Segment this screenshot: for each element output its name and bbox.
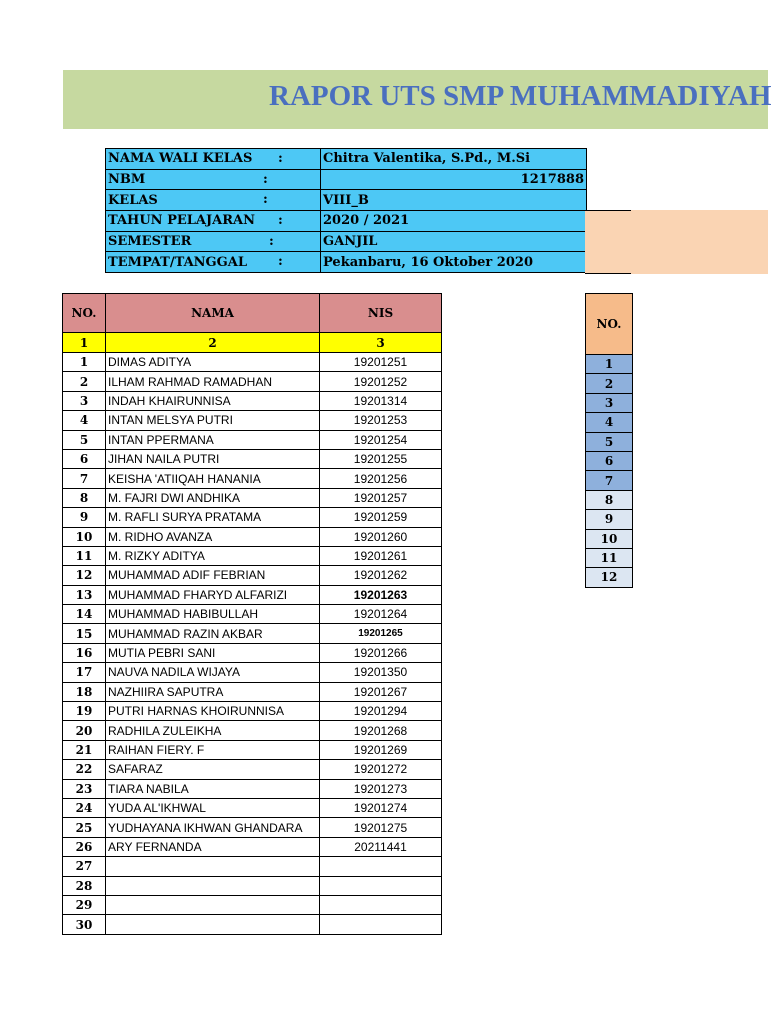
student-name: KEISHA 'ATIIQAH HANANIA — [106, 469, 320, 488]
row-number: 14 — [63, 605, 106, 624]
orange-border-top — [585, 210, 631, 211]
info-table — [105, 148, 587, 273]
table-row — [63, 721, 442, 740]
info-row — [106, 149, 587, 170]
row-number: 25 — [63, 818, 106, 837]
row-number: 11 — [63, 546, 106, 565]
student-nis: 19201255 — [320, 449, 442, 468]
row-number: 16 — [63, 643, 106, 662]
student-name: MUHAMMAD FHARYD ALFARIZI — [106, 585, 320, 604]
row-number: 28 — [63, 876, 106, 895]
table-row — [63, 488, 442, 507]
student-name: MUHAMMAD HABIBULLAH — [106, 605, 320, 624]
row-number: 21 — [63, 740, 106, 759]
table-row — [63, 837, 442, 856]
table-row — [63, 566, 442, 585]
student-nis: 20211441 — [320, 837, 442, 856]
info-value: Pekanbaru, 16 Oktober 2020 — [321, 252, 587, 273]
info-value: GANJIL — [321, 231, 587, 252]
side-row-number: 6 — [586, 451, 633, 470]
table-row — [63, 643, 442, 662]
row-number: 10 — [63, 527, 106, 546]
row-number: 12 — [63, 566, 106, 585]
header-no: NO. — [63, 294, 106, 333]
row-number: 20 — [63, 721, 106, 740]
side-row — [586, 490, 633, 509]
info-label-cell — [106, 211, 321, 232]
row-number: 30 — [63, 915, 106, 934]
info-label: SEMESTER — [108, 234, 192, 250]
student-nis: 19201269 — [320, 740, 442, 759]
student-nis: 19201262 — [320, 566, 442, 585]
row-number: 7 — [63, 469, 106, 488]
side-row — [586, 529, 633, 548]
table-row — [63, 411, 442, 430]
student-name: DIMAS ADITYA — [106, 353, 320, 372]
info-row — [106, 231, 587, 252]
info-label: NAMA WALI KELAS — [108, 151, 253, 167]
table-row — [63, 876, 442, 895]
row-number: 29 — [63, 895, 106, 914]
student-nis: 19201273 — [320, 779, 442, 798]
student-nis: 19201252 — [320, 372, 442, 391]
row-number: 1 — [63, 353, 106, 372]
info-row — [106, 211, 587, 232]
table-row — [63, 682, 442, 701]
row-number: 26 — [63, 837, 106, 856]
table-row — [63, 702, 442, 721]
info-value: Chitra Valentika, S.Pd., M.Si — [321, 149, 587, 170]
subheader-nama: 2 — [106, 333, 320, 353]
student-nis: 19201256 — [320, 469, 442, 488]
row-number: 4 — [63, 411, 106, 430]
table-row — [63, 508, 442, 527]
student-name: INTAN PPERMANA — [106, 430, 320, 449]
student-nis: 19201259 — [320, 508, 442, 527]
student-name — [106, 915, 320, 934]
report-title: RAPOR UTS SMP MUHAMMADIYAH — [269, 80, 771, 112]
row-number: 18 — [63, 682, 106, 701]
student-nis: 19201266 — [320, 643, 442, 662]
student-name: M. RIDHO AVANZA — [106, 527, 320, 546]
student-nis: 19201257 — [320, 488, 442, 507]
row-number: 27 — [63, 857, 106, 876]
student-name: RADHILA ZULEIKHA — [106, 721, 320, 740]
student-table — [62, 293, 442, 935]
info-label-cell — [106, 149, 321, 170]
table-row — [63, 372, 442, 391]
table-row — [63, 527, 442, 546]
student-name: MUHAMMAD ADIF FEBRIAN — [106, 566, 320, 585]
student-nis: 19201254 — [320, 430, 442, 449]
student-nis — [320, 895, 442, 914]
student-name: YUDA AL'IKHWAL — [106, 798, 320, 817]
student-name — [106, 857, 320, 876]
student-name: YUDHAYANA IKHWAN GHANDARA — [106, 818, 320, 837]
side-row — [586, 432, 633, 451]
student-name: JIHAN NAILA PUTRI — [106, 449, 320, 468]
student-name: M. RIZKY ADITYA — [106, 546, 320, 565]
table-row — [63, 779, 442, 798]
student-nis: 19201260 — [320, 527, 442, 546]
row-number: 22 — [63, 760, 106, 779]
table-row — [63, 760, 442, 779]
info-label-cell — [106, 169, 321, 190]
subheader-row — [63, 333, 442, 353]
student-nis: 19201264 — [320, 605, 442, 624]
table-row — [63, 546, 442, 565]
info-label: TEMPAT/TANGGAL — [108, 254, 247, 270]
student-name: MUTIA PEBRI SANI — [106, 643, 320, 662]
table-row — [63, 585, 442, 604]
student-name: INDAH KHAIRUNNISA — [106, 391, 320, 410]
info-label-cell — [106, 231, 321, 252]
info-colon: : — [278, 254, 283, 270]
student-nis: 19201253 — [320, 411, 442, 430]
student-nis: 19201274 — [320, 798, 442, 817]
student-name: MUHAMMAD RAZIN AKBAR — [106, 624, 320, 643]
student-name: ILHAM RAHMAD RAMADHAN — [106, 372, 320, 391]
subheader-nis: 3 — [320, 333, 442, 353]
side-row — [586, 451, 633, 470]
side-row-number: 10 — [586, 529, 633, 548]
side-row — [586, 374, 633, 393]
table-row — [63, 915, 442, 934]
student-nis: 19201350 — [320, 663, 442, 682]
table-row — [63, 818, 442, 837]
info-row — [106, 190, 587, 211]
info-colon: : — [269, 233, 274, 249]
orange-panel — [585, 210, 768, 274]
side-row-number: 8 — [586, 490, 633, 509]
student-name: TIARA NABILA — [106, 779, 320, 798]
side-row-number: 3 — [586, 393, 633, 412]
side-row-number: 12 — [586, 568, 633, 587]
student-name: ARY FERNANDA — [106, 837, 320, 856]
row-number: 19 — [63, 702, 106, 721]
table-row — [63, 605, 442, 624]
row-number: 2 — [63, 372, 106, 391]
student-nis — [320, 857, 442, 876]
side-row — [586, 568, 633, 587]
info-colon: : — [263, 171, 268, 187]
table-row — [63, 663, 442, 682]
table-row — [63, 449, 442, 468]
side-row-number: 5 — [586, 432, 633, 451]
student-name: SAFARAZ — [106, 760, 320, 779]
side-row-number: 9 — [586, 510, 633, 529]
student-nis: 19201261 — [320, 546, 442, 565]
info-value: 2020 / 2021 — [321, 211, 587, 232]
student-nis: 19201314 — [320, 391, 442, 410]
row-number: 15 — [63, 624, 106, 643]
table-row — [63, 857, 442, 876]
info-value: 1217888 — [321, 169, 587, 190]
student-name: RAIHAN FIERY. F — [106, 740, 320, 759]
table-row — [63, 624, 442, 643]
row-number: 24 — [63, 798, 106, 817]
student-nis: 19201251 — [320, 353, 442, 372]
row-number: 5 — [63, 430, 106, 449]
header-nama: NAMA — [106, 294, 320, 333]
row-number: 3 — [63, 391, 106, 410]
info-row — [106, 169, 587, 190]
info-colon: : — [278, 151, 283, 166]
side-row-number: 2 — [586, 374, 633, 393]
row-number: 17 — [63, 663, 106, 682]
table-row — [63, 740, 442, 759]
info-label: KELAS — [108, 192, 158, 208]
info-label: TAHUN PELAJARAN — [108, 213, 255, 229]
subheader-no: 1 — [63, 333, 106, 353]
student-nis: 19201265 — [320, 624, 442, 643]
student-name — [106, 876, 320, 895]
table-row — [63, 391, 442, 410]
student-name: M. RAFLI SURYA PRATAMA — [106, 508, 320, 527]
side-row-number: 7 — [586, 471, 633, 490]
info-colon: : — [263, 192, 268, 208]
side-row — [586, 393, 633, 412]
header-row — [63, 294, 442, 333]
header-nis: NIS — [320, 294, 442, 333]
student-nis: 19201267 — [320, 682, 442, 701]
orange-border-bottom — [585, 273, 631, 274]
row-number: 6 — [63, 449, 106, 468]
side-table — [585, 293, 633, 588]
table-row — [63, 353, 442, 372]
side-row — [586, 471, 633, 490]
side-header-no: NO. — [586, 294, 633, 355]
student-nis — [320, 876, 442, 895]
side-row — [586, 355, 633, 374]
title-banner — [63, 70, 771, 129]
side-row — [586, 510, 633, 529]
side-row-number: 4 — [586, 413, 633, 432]
row-number: 9 — [63, 508, 106, 527]
table-row — [63, 895, 442, 914]
student-nis: 19201294 — [320, 702, 442, 721]
student-nis: 19201263 — [320, 585, 442, 604]
side-row-number: 11 — [586, 548, 633, 567]
info-value: VIII_B — [321, 190, 587, 211]
side-row-number: 1 — [586, 355, 633, 374]
info-label-cell — [106, 252, 321, 273]
student-name: NAZHIIRA SAPUTRA — [106, 682, 320, 701]
row-number: 13 — [63, 585, 106, 604]
info-label-cell — [106, 190, 321, 211]
student-name — [106, 895, 320, 914]
student-name: NAUVA NADILA WIJAYA — [106, 663, 320, 682]
info-colon: : — [278, 213, 283, 229]
row-number: 23 — [63, 779, 106, 798]
student-nis: 19201272 — [320, 760, 442, 779]
student-name: PUTRI HARNAS KHOIRUNNISA — [106, 702, 320, 721]
table-row — [63, 469, 442, 488]
student-nis: 19201268 — [320, 721, 442, 740]
side-header-row — [586, 294, 633, 355]
student-name: INTAN MELSYA PUTRI — [106, 411, 320, 430]
info-label: NBM — [108, 172, 146, 188]
student-name: M. FAJRI DWI ANDHIKA — [106, 488, 320, 507]
student-nis — [320, 915, 442, 934]
info-row — [106, 252, 587, 273]
table-row — [63, 430, 442, 449]
side-row — [586, 548, 633, 567]
row-number: 8 — [63, 488, 106, 507]
side-row — [586, 413, 633, 432]
table-row — [63, 798, 442, 817]
student-nis: 19201275 — [320, 818, 442, 837]
